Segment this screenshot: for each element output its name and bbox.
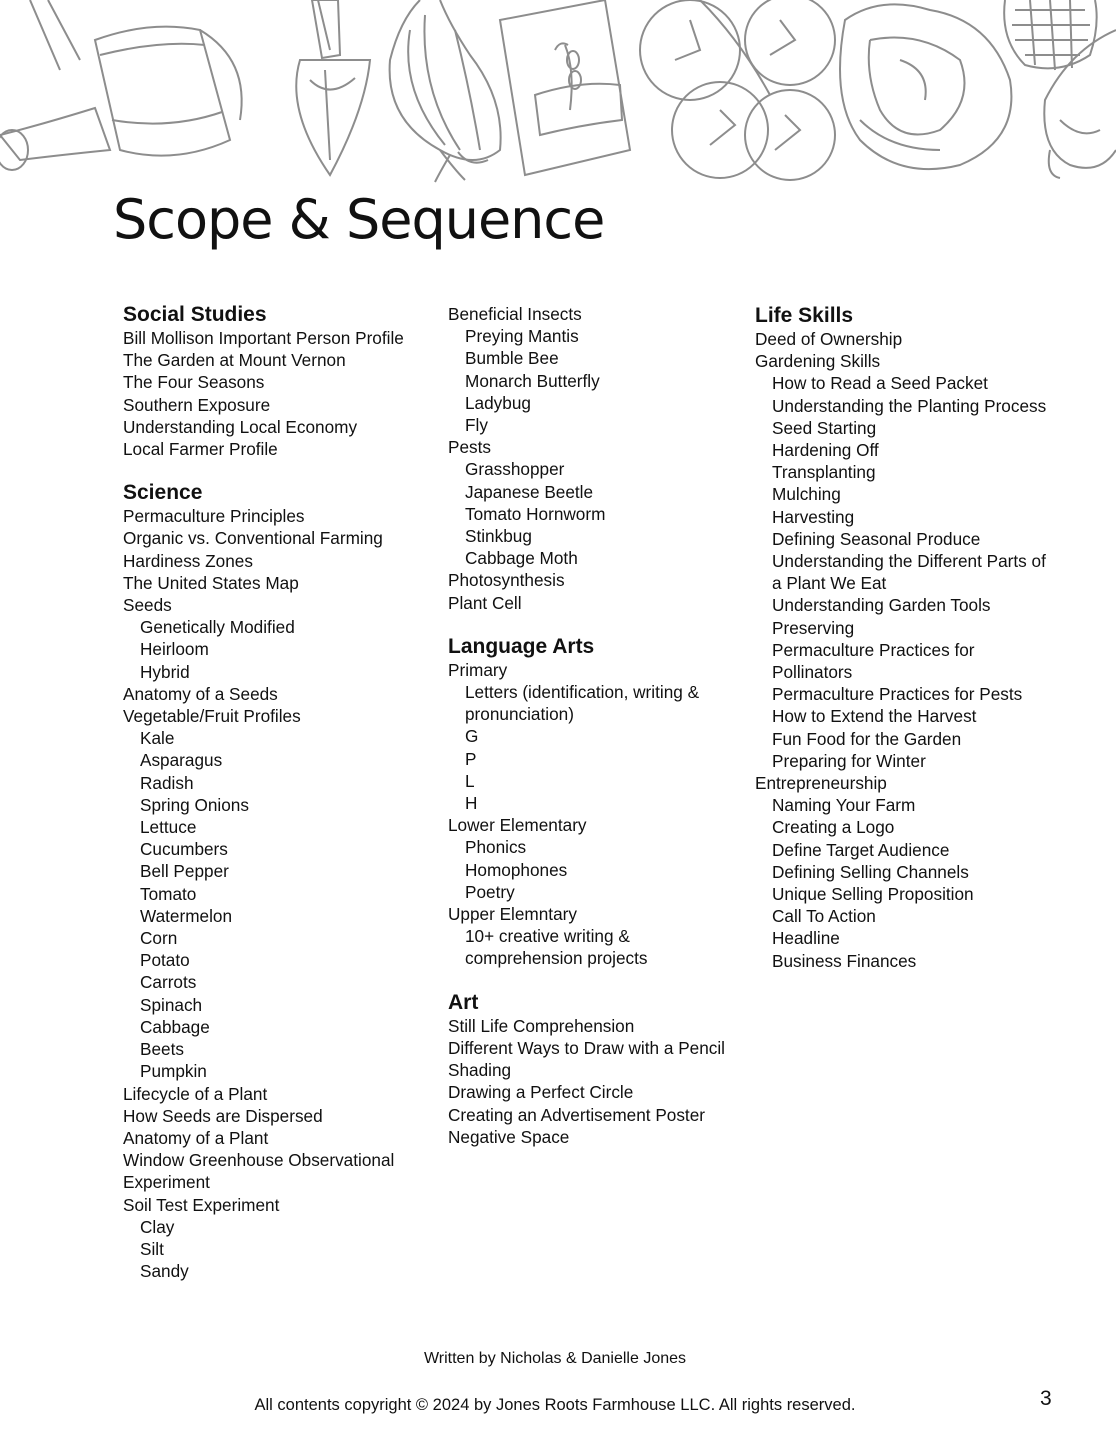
sub-topic-item: Creating a Logo	[772, 817, 895, 838]
sub-topic-item: Potato	[140, 950, 190, 971]
section-heading: Life Skills	[755, 304, 854, 327]
topic-item: Gardening Skills	[755, 351, 881, 372]
sub-topic-item: Genetically Modified	[140, 617, 295, 638]
sub-topic-item: Business Finances	[772, 950, 917, 971]
topic-item: Shading	[448, 1060, 512, 1081]
watering-can-icon	[0, 0, 242, 170]
sub-topic-item: Silt	[140, 1238, 164, 1259]
topic-item: Vegetable/Fruit Profiles	[123, 706, 301, 727]
section-heading: Social Studies	[123, 303, 267, 326]
squash-icon	[1044, 30, 1116, 178]
topic-item: Window Greenhouse Observational Experiment	[123, 1150, 395, 1193]
sub-topic-item: Unique Selling Proposition	[772, 884, 974, 905]
page-title: Scope & Sequence	[113, 188, 605, 251]
sub-topic-item: Preparing for Winter	[772, 750, 926, 771]
sub-topic-item: Understanding the Planting Process	[772, 395, 1047, 416]
sub-topic-item: Kale	[140, 728, 175, 749]
section-heading: Language Arts	[448, 634, 595, 658]
topic-item: Organic vs. Conventional Farming	[123, 528, 383, 549]
section-heading: Science	[123, 481, 203, 505]
sub-topic-item: Defining Selling Channels	[772, 861, 969, 882]
column-3	[755, 304, 1055, 993]
sub-topic-item: Tomato Hornworm	[465, 503, 606, 524]
onion-icon	[390, 0, 501, 182]
topic-item: Soil Test Experiment	[123, 1194, 280, 1215]
sub-topic-item: Poetry	[465, 881, 515, 902]
corn-icon	[1004, 0, 1096, 70]
sub-topic-item: Hybrid	[140, 661, 190, 682]
sub-topic-item: Corn	[140, 928, 178, 949]
sub-topic-item: 10+ creative writing & comprehension projects	[465, 926, 648, 969]
sub-topic-item: G	[465, 726, 479, 747]
sub-topic-item: L	[465, 770, 475, 791]
section	[448, 303, 738, 614]
footer-credit: Written by Nicholas & Danielle Jones	[423, 1350, 687, 1367]
sub-topic-item: P	[465, 748, 477, 769]
sub-topic-item: Naming Your Farm	[772, 795, 916, 816]
topic-item: Beneficial Insects	[448, 304, 582, 324]
topic-item: Permaculture Principles	[123, 506, 305, 527]
sub-topic-item: Cabbage Moth	[465, 548, 578, 569]
sub-topic-item: Preying Mantis	[465, 326, 579, 347]
sub-topic-item: How to Read a Seed Packet	[772, 373, 988, 394]
footer-copyright: All contents copyright © 2024 by Jones Roots Farmhouse LLC. All rights reserved.	[254, 1396, 856, 1414]
section-heading: Art	[448, 990, 479, 1014]
topic-item: The United States Map	[123, 572, 299, 593]
sub-topic-item: Understanding the Different Parts of a Plant We Eat	[772, 551, 1046, 594]
sub-topic-item: Grasshopper	[465, 459, 565, 480]
sub-topic-item: Radish	[140, 772, 194, 793]
sub-topic-item: Bumble Bee	[465, 348, 559, 369]
topic-item: Upper Elemntary	[448, 904, 577, 925]
topic-item: Photosynthesis	[448, 570, 565, 591]
sub-topic-item: Heirloom	[140, 639, 209, 660]
sub-topic-item: Define Target Audience	[772, 839, 950, 860]
topic-item: Still Life Comprehension	[448, 1015, 635, 1036]
topic-item: Southern Exposure	[123, 394, 271, 415]
topic-item: Primary	[448, 659, 508, 680]
section	[123, 303, 433, 460]
sub-topic-item: Spinach	[140, 994, 203, 1015]
garden-illustration-banner	[0, 0, 1116, 185]
sub-topic-item: Cucumbers	[140, 839, 228, 860]
topic-item: Lifecycle of a Plant	[123, 1083, 268, 1104]
sub-topic-item: Japanese Beetle	[465, 481, 594, 502]
sub-topic-item: Stinkbug	[465, 526, 532, 547]
sub-topic-item: Watermelon	[140, 905, 233, 926]
page-number: 3	[1040, 1387, 1052, 1410]
sub-topic-item: Sandy	[140, 1261, 189, 1282]
sub-topic-item: Fly	[465, 415, 488, 436]
sub-topic-item: Bell Pepper	[140, 861, 229, 882]
sub-topic-item: Beets	[140, 1039, 184, 1060]
topic-item: The Garden at Mount Vernon	[123, 350, 346, 371]
topic-item: Anatomy of a Seeds	[123, 683, 278, 704]
topic-item: How Seeds are Dispersed	[123, 1105, 323, 1126]
sub-topic-item: Permaculture Practices for Pests	[772, 684, 1023, 705]
topic-item: Deed of Ownership	[755, 329, 903, 349]
seed-packet-icon	[500, 0, 630, 175]
sub-topic-item: Permaculture Practices for Pollinators	[772, 639, 975, 683]
column-2	[448, 303, 738, 1169]
sub-topic-item: Call To Action	[772, 906, 876, 927]
sub-topic-item: Asparagus	[140, 750, 223, 771]
sub-topic-item: Fun Food for the Garden	[772, 728, 962, 749]
topic-item: Different Ways to Draw with a Pencil	[448, 1037, 726, 1058]
topic-item: Creating an Advertisement Poster	[448, 1104, 705, 1125]
sub-topic-item: Headline	[772, 928, 840, 949]
section	[448, 635, 738, 970]
topic-item: Lower Elementary	[448, 815, 587, 836]
sub-topic-item: Carrots	[140, 972, 197, 993]
topic-item: The Four Seasons	[123, 372, 265, 393]
sub-topic-item: Harvesting	[772, 506, 855, 527]
section	[448, 991, 738, 1148]
sub-topic-item: Spring Onions	[140, 794, 249, 815]
tomato-vine-icon	[640, 0, 835, 180]
sub-topic-item: Transplanting	[772, 462, 876, 483]
sub-topic-item: Letters (identification, writing & pronunciation)	[465, 682, 700, 725]
sub-topic-item: Homophones	[465, 859, 568, 880]
sub-topic-item: Lettuce	[140, 817, 197, 838]
sub-topic-item: Ladybug	[465, 392, 531, 413]
sub-topic-item: H	[465, 793, 478, 814]
topic-item: Local Farmer Profile	[123, 439, 278, 460]
sub-topic-item: Monarch Butterfly	[465, 370, 600, 391]
sub-topic-item: Phonics	[465, 837, 527, 858]
topic-item: Drawing a Perfect Circle	[448, 1082, 634, 1103]
topic-item: Understanding Local Economy	[123, 416, 358, 437]
column-1	[123, 303, 433, 1303]
sub-topic-item: Understanding Garden Tools	[772, 595, 991, 616]
topic-item: Hardiness Zones	[123, 550, 253, 571]
sub-topic-item: Seed Starting	[772, 417, 877, 438]
sub-topic-item: Preserving	[772, 617, 855, 638]
trowel-icon	[296, 0, 370, 175]
sub-topic-item: Pumpkin	[140, 1061, 207, 1082]
sub-topic-item: How to Extend the Harvest	[772, 706, 977, 727]
topic-item: Entrepreneurship	[755, 773, 887, 794]
section	[755, 304, 1055, 972]
sub-topic-item: Cabbage	[140, 1016, 210, 1037]
section	[123, 481, 433, 1282]
sub-topic-item: Hardening Off	[772, 440, 879, 461]
topic-item: Seeds	[123, 595, 172, 616]
sub-topic-item: Tomato	[140, 883, 197, 904]
topic-item: Bill Mollison Important Person Profile	[123, 328, 404, 348]
topic-item: Pests	[448, 437, 491, 458]
topic-item: Anatomy of a Plant	[123, 1127, 269, 1148]
topic-item: Plant Cell	[448, 592, 522, 613]
topic-item: Negative Space	[448, 1126, 570, 1147]
sub-topic-item: Defining Seasonal Produce	[772, 528, 981, 549]
sub-topic-item: Clay	[140, 1216, 175, 1237]
sub-topic-item: Mulching	[772, 484, 841, 505]
cabbage-icon	[840, 4, 1011, 169]
